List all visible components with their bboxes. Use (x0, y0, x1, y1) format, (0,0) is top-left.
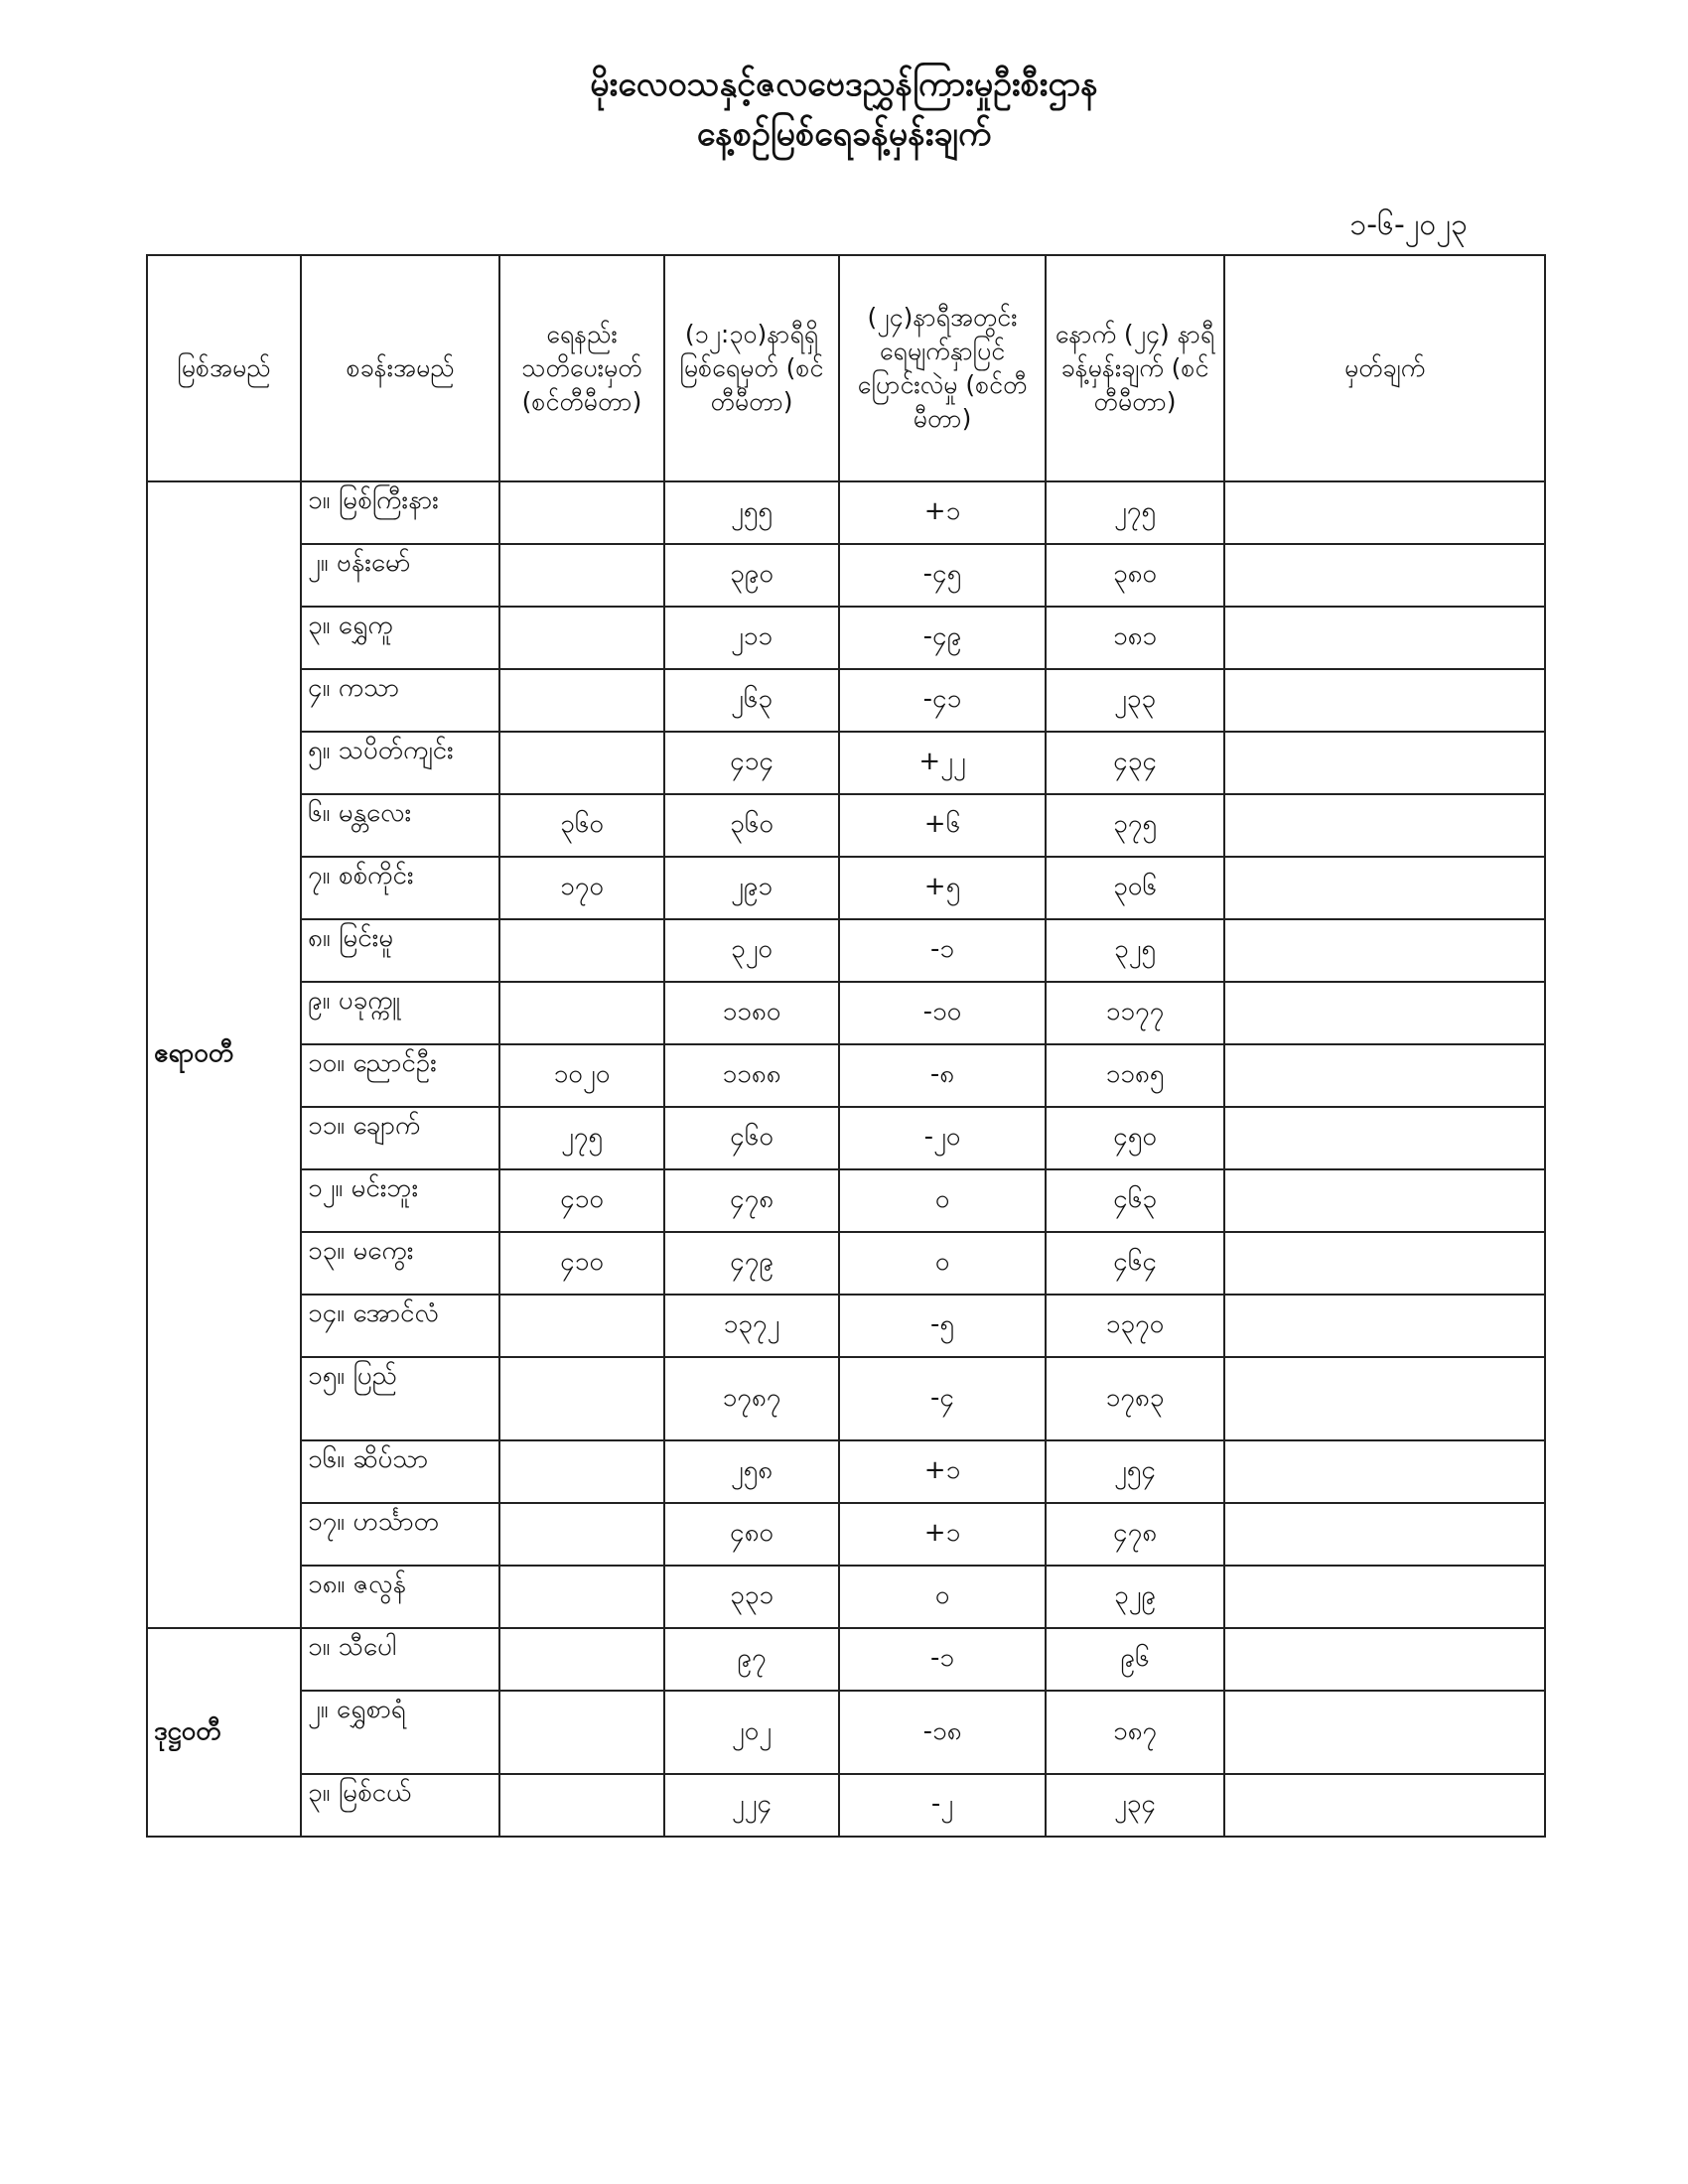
change-cell: +၆ (839, 794, 1046, 857)
change-cell: -၄၉ (839, 607, 1046, 669)
table-row (147, 1440, 1545, 1503)
danger-level-cell (499, 732, 664, 794)
change-cell: +၁ (839, 481, 1046, 544)
water-level-cell: ၄၆၀ (664, 1107, 839, 1169)
water-level-cell: ၃၆၀ (664, 794, 839, 857)
table-row (147, 544, 1545, 607)
table-row (147, 1566, 1545, 1628)
station-cell: ၁၄။ အောင်လံ (301, 1295, 499, 1357)
water-level-cell: ၂၁၁ (664, 607, 839, 669)
change-cell: -၄၅ (839, 544, 1046, 607)
danger-level-cell (499, 1628, 664, 1691)
station-cell: ၁၁။ ချောက် (301, 1107, 499, 1169)
change-cell: -၂၀ (839, 1107, 1046, 1169)
remarks-cell (1224, 1566, 1545, 1628)
table-row (147, 919, 1545, 982)
station-cell: ၁၇။ ဟင်္သာတ (301, 1503, 499, 1566)
table-row (147, 481, 1545, 544)
report-title: နေ့စဉ်မြစ်ရေခန့်မှန်းချက် (696, 114, 992, 154)
forecast-cell: ၂၅၄ (1046, 1440, 1224, 1503)
change-cell: ၀ (839, 1232, 1046, 1295)
remarks-cell (1224, 544, 1545, 607)
table-row (147, 607, 1545, 669)
table-row (147, 982, 1545, 1044)
danger-level-cell (499, 544, 664, 607)
danger-level-cell: ၁၀၂၀ (499, 1044, 664, 1107)
water-level-cell: ၂၅၈ (664, 1440, 839, 1503)
danger-level-cell: ၁၇၀ (499, 857, 664, 919)
forecast-cell: ၁၈၁ (1046, 607, 1224, 669)
river-name-cell: ဒုဋ္ဌဝတီ (147, 1628, 301, 1837)
remarks-cell (1224, 1691, 1545, 1774)
station-cell: ၂။ ဗန်းမော် (301, 544, 499, 607)
remarks-cell (1224, 607, 1545, 669)
change-cell: -၁၀ (839, 982, 1046, 1044)
station-cell: ၈။ မြင်းမူ (301, 919, 499, 982)
forecast-cell: ၁၃၇၀ (1046, 1295, 1224, 1357)
station-cell: ၃။ ရွှေကူ (301, 607, 499, 669)
danger-level-cell (499, 919, 664, 982)
danger-level-cell (499, 1503, 664, 1566)
header-station: စခန်းအမည် (301, 255, 499, 481)
water-level-cell: ၉၇ (664, 1628, 839, 1691)
remarks-cell (1224, 1503, 1545, 1566)
table-row (147, 1774, 1545, 1837)
danger-level-cell (499, 607, 664, 669)
report-date: ၁-၆-၂၀၂၃ (1349, 207, 1468, 242)
forecast-cell: ၉၆ (1046, 1628, 1224, 1691)
change-cell: -၈ (839, 1044, 1046, 1107)
remarks-cell (1224, 1107, 1545, 1169)
change-cell: -၂ (839, 1774, 1046, 1837)
table-row (147, 794, 1545, 857)
remarks-cell (1224, 481, 1545, 544)
forecast-cell: ၄၆၃ (1046, 1169, 1224, 1232)
header-change: (၂၄)နာရီအတွင်း ရေမျက်နှာပြင် ပြောင်းလဲမှု (စင်တီမီတာ) (839, 255, 1046, 481)
station-cell: ၆။ မန္တလေး (301, 794, 499, 857)
remarks-cell (1224, 1774, 1545, 1837)
table-row (147, 1169, 1545, 1232)
table-header-row (147, 255, 1545, 481)
remarks-cell (1224, 794, 1545, 857)
forecast-cell: ၂၇၅ (1046, 481, 1224, 544)
forecast-cell: ၄၆၄ (1046, 1232, 1224, 1295)
header-forecast: နောက် (၂၄) နာရီ ခန့်မှန်းချက် (စင်တီမီတာ) (1046, 255, 1224, 481)
forecast-cell: ၃၂၉ (1046, 1566, 1224, 1628)
station-cell: ၁၂။ မင်းဘူး (301, 1169, 499, 1232)
remarks-cell (1224, 857, 1545, 919)
water-level-cell: ၃၉၀ (664, 544, 839, 607)
remarks-cell (1224, 1440, 1545, 1503)
forecast-cell: ၃၀၆ (1046, 857, 1224, 919)
change-cell: +၁ (839, 1440, 1046, 1503)
danger-level-cell (499, 1357, 664, 1440)
station-cell: ၁။ မြစ်ကြီးနား (301, 481, 499, 544)
table-row (147, 669, 1545, 732)
change-cell: +၂၂ (839, 732, 1046, 794)
water-level-cell: ၁၁၈၈ (664, 1044, 839, 1107)
remarks-cell (1224, 1357, 1545, 1440)
change-cell: +၅ (839, 857, 1046, 919)
station-cell: ၅။ သပိတ်ကျင်း (301, 732, 499, 794)
water-level-cell: ၂၆၃ (664, 669, 839, 732)
water-level-cell: ၄၈၀ (664, 1503, 839, 1566)
forecast-cell: ၁၇၈၃ (1046, 1357, 1224, 1440)
danger-level-cell (499, 1440, 664, 1503)
department-title: မိုးလေဝသနှင့်ဇလဗေဒညွှန်ကြားမှုဦးစီးဌာန (590, 65, 1098, 104)
change-cell: -၄ (839, 1357, 1046, 1440)
remarks-cell (1224, 732, 1545, 794)
station-cell: ၁၅။ ပြည် (301, 1357, 499, 1440)
station-cell: ၁၆။ ဆိပ်သာ (301, 1440, 499, 1503)
table-row (147, 1044, 1545, 1107)
station-cell: ၉။ ပခုက္ကူ (301, 982, 499, 1044)
table-row (147, 1691, 1545, 1774)
forecast-cell: ၃၇၅ (1046, 794, 1224, 857)
table-row (147, 1357, 1545, 1440)
change-cell: ၀ (839, 1566, 1046, 1628)
remarks-cell (1224, 919, 1545, 982)
change-cell: -၁၈ (839, 1691, 1046, 1774)
danger-level-cell (499, 1566, 664, 1628)
change-cell: -၁ (839, 1628, 1046, 1691)
danger-level-cell (499, 982, 664, 1044)
table-row (147, 857, 1545, 919)
table-body (147, 481, 1545, 1837)
forecast-cell: ၂၃၃ (1046, 669, 1224, 732)
water-level-cell: ၂၅၅ (664, 481, 839, 544)
station-cell: ၂။ ရွှေစာရံ (301, 1691, 499, 1774)
change-cell: ၀ (839, 1169, 1046, 1232)
remarks-cell (1224, 1169, 1545, 1232)
water-level-cell: ၄၁၄ (664, 732, 839, 794)
station-cell: ၁၈။ ဇလွန် (301, 1566, 499, 1628)
change-cell: -၄၁ (839, 669, 1046, 732)
danger-level-cell (499, 1295, 664, 1357)
remarks-cell (1224, 669, 1545, 732)
header-water-level: (၁၂:၃၀)နာရီရှိ မြစ်ရေမှတ် (စင်တီမီတာ) (664, 255, 839, 481)
table-row (147, 1295, 1545, 1357)
forecast-cell: ၁၈၇ (1046, 1691, 1224, 1774)
table-row (147, 1503, 1545, 1566)
forecast-cell: ၁၁၈၅ (1046, 1044, 1224, 1107)
forecast-cell: ၂၃၄ (1046, 1774, 1224, 1837)
change-cell: +၁ (839, 1503, 1046, 1566)
danger-level-cell (499, 669, 664, 732)
danger-level-cell: ၃၆၀ (499, 794, 664, 857)
header-remarks: မှတ်ချက် (1224, 255, 1545, 481)
remarks-cell (1224, 1628, 1545, 1691)
river-level-table (146, 254, 1546, 1838)
forecast-cell: ၄၃၄ (1046, 732, 1224, 794)
table-row (147, 1232, 1545, 1295)
water-level-cell: ၂၂၄ (664, 1774, 839, 1837)
header-danger-level: ရေနည်း သတိပေးမှတ် (စင်တီမီတာ) (499, 255, 664, 481)
danger-level-cell (499, 481, 664, 544)
forecast-cell: ၃၈၀ (1046, 544, 1224, 607)
forecast-cell: ၁၁၇၇ (1046, 982, 1224, 1044)
header-river: မြစ်အမည် (147, 255, 301, 481)
water-level-cell: ၁၁၈၀ (664, 982, 839, 1044)
change-cell: -၁ (839, 919, 1046, 982)
water-level-cell: ၁၇၈၇ (664, 1357, 839, 1440)
table-row (147, 1628, 1545, 1691)
danger-level-cell: ၂၇၅ (499, 1107, 664, 1169)
water-level-cell: ၁၃၇၂ (664, 1295, 839, 1357)
water-level-cell: ၃၂၀ (664, 919, 839, 982)
table-row (147, 1107, 1545, 1169)
water-level-cell: ၄၇၈ (664, 1169, 839, 1232)
remarks-cell (1224, 1295, 1545, 1357)
danger-level-cell (499, 1774, 664, 1837)
remarks-cell (1224, 1044, 1545, 1107)
station-cell: ၄။ ကသာ (301, 669, 499, 732)
forecast-cell: ၄၇၈ (1046, 1503, 1224, 1566)
water-level-cell: ၄၇၉ (664, 1232, 839, 1295)
river-name-cell: ဧရာဝတီ (147, 481, 301, 1628)
remarks-cell (1224, 1232, 1545, 1295)
table-row (147, 732, 1545, 794)
forecast-cell: ၃၂၅ (1046, 919, 1224, 982)
danger-level-cell: ၄၁၀ (499, 1232, 664, 1295)
danger-level-cell (499, 1691, 664, 1774)
station-cell: ၁၃။ မကွေး (301, 1232, 499, 1295)
danger-level-cell: ၄၁၀ (499, 1169, 664, 1232)
water-level-cell: ၂၉၁ (664, 857, 839, 919)
remarks-cell (1224, 982, 1545, 1044)
water-level-cell: ၂၀၂ (664, 1691, 839, 1774)
change-cell: -၅ (839, 1295, 1046, 1357)
station-cell: ၇။ စစ်ကိုင်း (301, 857, 499, 919)
water-level-cell: ၃၃၁ (664, 1566, 839, 1628)
station-cell: ၁၀။ ညောင်ဦး (301, 1044, 499, 1107)
page-header (0, 60, 1688, 159)
station-cell: ၃။ မြစ်ငယ် (301, 1774, 499, 1837)
station-cell: ၁။ သီပေါ (301, 1628, 499, 1691)
forecast-cell: ၄၅၀ (1046, 1107, 1224, 1169)
